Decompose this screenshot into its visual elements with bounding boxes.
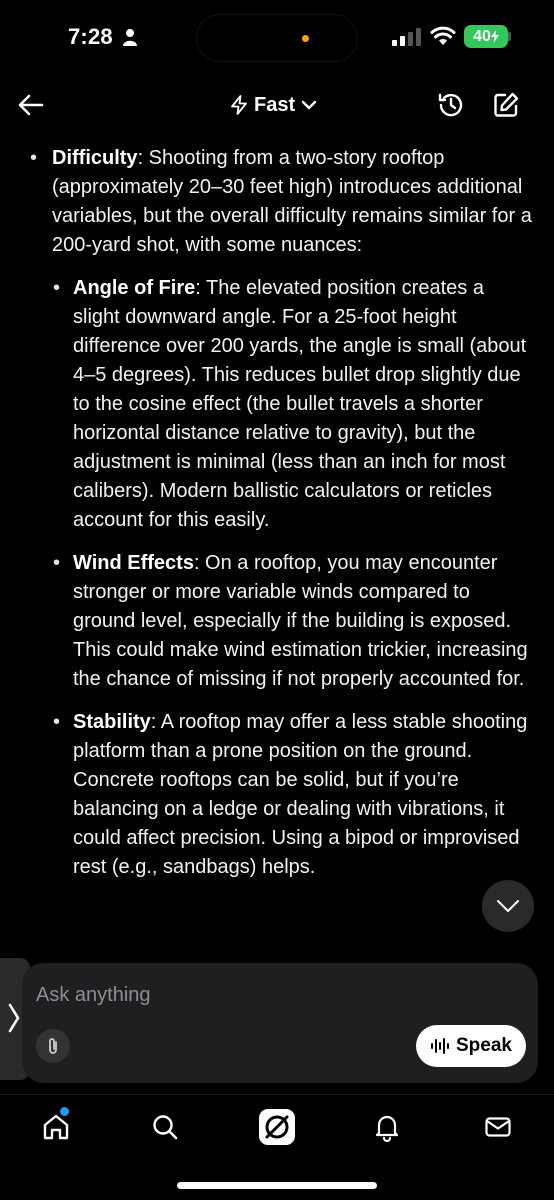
battery-indicator (464, 25, 508, 48)
wifi-icon (430, 26, 456, 46)
home-indicator (177, 1182, 377, 1189)
battery-cap (508, 32, 511, 41)
search-icon (150, 1112, 180, 1142)
chevron-down-icon (301, 99, 317, 111)
list-item (73, 274, 528, 535)
response-content (0, 140, 554, 960)
dynamic-island (196, 14, 358, 62)
status-time: 7:28 (68, 24, 113, 49)
model-label: Fast (254, 93, 296, 116)
list-item (52, 144, 542, 882)
bolt-icon (230, 95, 248, 115)
bell-icon (372, 1112, 402, 1142)
tab-notifications[interactable] (367, 1107, 407, 1147)
item-title: Stability (73, 711, 151, 733)
tab-messages[interactable] (478, 1107, 518, 1147)
notification-dot (60, 1107, 69, 1116)
new-chat-edit-icon[interactable] (491, 90, 521, 120)
item-text: : The elevated position creates a slight downward angle. For a 25-foot height difference over 200 yards, the angle is small (about 4–5 degrees). This reduces bullet drop slightly due to the cosine effect (the bullet travels a shorter horizontal distance relative to gravity), but the adjustment is minimal (less than an inch for most calibers). Modern ballistic calculators or reticles account for this easily. (73, 277, 527, 531)
tab-home[interactable] (36, 1107, 76, 1147)
scroll-down-button[interactable] (482, 880, 534, 932)
waveform-icon (430, 1037, 450, 1055)
battery-level: 40 (473, 27, 491, 45)
grok-icon (258, 1108, 296, 1146)
list-item (73, 708, 528, 882)
status-bar (0, 0, 554, 70)
home-icon (41, 1112, 71, 1142)
model-selector[interactable] (230, 90, 317, 120)
cellular-signal-icon (392, 28, 422, 46)
top-nav (0, 76, 554, 132)
bullet-list (52, 144, 542, 896)
item-text: : Shooting from a two-story rooftop (approximately 20–30 feet high) introduces additional variables, but the overall difficulty remains similar for a 200-yard shot, with some nuances: (52, 147, 532, 256)
attach-button[interactable] (36, 1029, 70, 1063)
tab-search[interactable] (145, 1107, 185, 1147)
back-arrow-icon[interactable] (16, 90, 46, 120)
paperclip-icon (44, 1036, 62, 1056)
privacy-indicator-dot (302, 35, 309, 42)
composer (22, 963, 538, 1083)
history-icon[interactable] (436, 90, 466, 120)
item-title: Difficulty (52, 147, 138, 169)
item-title: Angle of Fire (73, 277, 196, 299)
ask-input[interactable] (36, 981, 416, 1009)
item-title: Wind Effects (73, 552, 194, 574)
chevron-down-icon (496, 899, 520, 913)
chevron-right-icon (6, 1002, 22, 1034)
charging-bolt-icon (491, 30, 499, 43)
speak-label: Speak (456, 1035, 512, 1056)
item-text: : A rooftop may offer a less stable shooting platform than a prone position on the ground. Concrete rooftops can be solid, but if you’re balancing on a ledge or dealing with vibrations, it could affect precision. Using a bipod or improvised rest (e.g., sandbags) helps. (73, 711, 528, 878)
person-icon (122, 28, 138, 46)
list-item (73, 549, 528, 694)
sub-bullet-list (73, 274, 528, 882)
tab-grok[interactable] (257, 1107, 297, 1147)
speak-button[interactable] (416, 1025, 526, 1067)
mail-icon (483, 1112, 513, 1142)
item-text: : On a rooftop, you may encounter stronger or more variable winds compared to ground level, especially if the building is exposed. This could make wind estimation trickier, increasing the chance of missing if not properly accounted for. (73, 552, 528, 690)
